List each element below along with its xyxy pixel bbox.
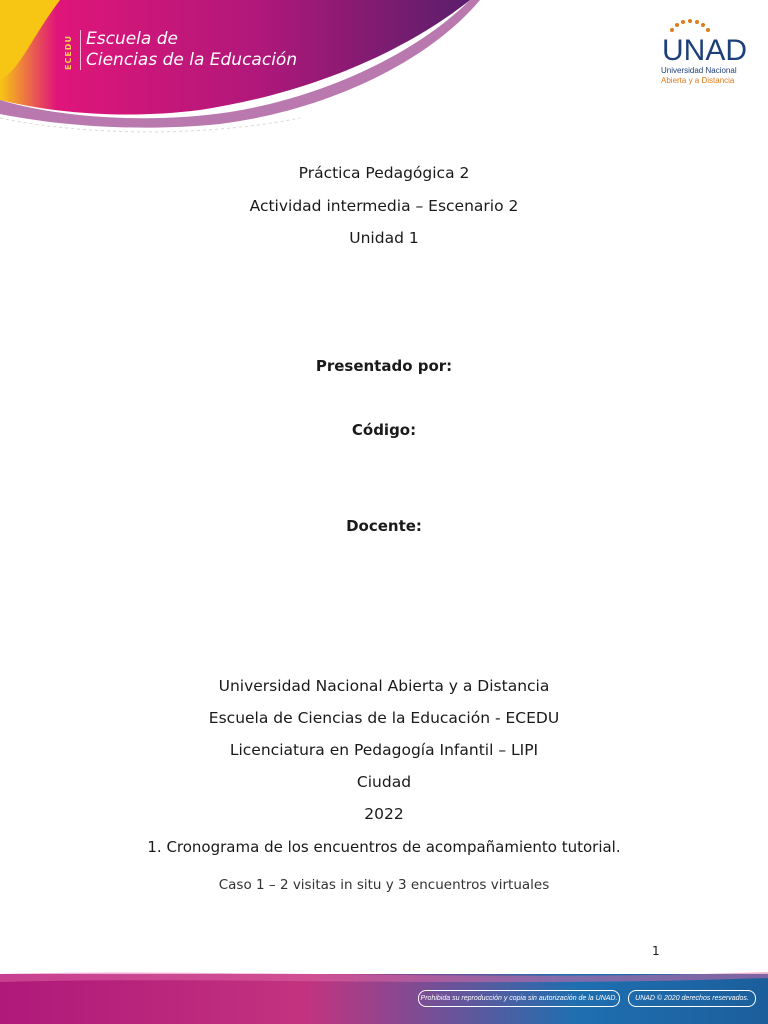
unit-title: Unidad 1 bbox=[349, 229, 419, 247]
school-brand-line2: Ciencias de la Educación bbox=[86, 50, 298, 70]
university-name: Universidad Nacional Abierta y a Distancia bbox=[218, 677, 550, 695]
school-brand-line1: Escuela de bbox=[86, 29, 178, 49]
case-line: Caso 1 – 2 visitas in situ y 3 encuentros virtuales bbox=[218, 877, 550, 893]
school-name: Escuela de Ciencias de la Educación - ECEDU bbox=[208, 709, 560, 727]
footer-copyright: UNAD © 2020 derechos reservados. bbox=[628, 990, 756, 1007]
school-brand bbox=[86, 29, 297, 71]
footer-notice: Prohibida su reproducción y copia sin autorización de la UNAD. bbox=[418, 990, 620, 1007]
city: Ciudad bbox=[356, 773, 412, 791]
page-number: 1 bbox=[652, 944, 660, 958]
unad-logo-text: UNAD bbox=[662, 34, 748, 67]
program-name: Licenciatura en Pedagogía Infantil – LIPI bbox=[229, 741, 539, 759]
year: 2022 bbox=[364, 805, 404, 823]
teacher-label: Docente: bbox=[346, 517, 422, 535]
presented-by-label: Presentado por: bbox=[315, 357, 453, 375]
code-label: Código: bbox=[351, 421, 417, 439]
unad-sub-line1: Universidad Nacional bbox=[661, 66, 737, 75]
unad-sub-line2: Abierta y a Distancia bbox=[661, 76, 735, 85]
course-title: Práctica Pedagógica 2 bbox=[298, 164, 470, 182]
section-heading: 1. Cronograma de los encuentros de acompañamiento tutorial. bbox=[147, 838, 621, 856]
ecedu-side-label: ECEDU bbox=[64, 35, 73, 70]
brand-divider bbox=[80, 30, 81, 70]
unad-logo-subtitle bbox=[661, 66, 737, 86]
header-banner bbox=[0, 0, 768, 150]
activity-title: Actividad intermedia – Escenario 2 bbox=[249, 197, 519, 215]
